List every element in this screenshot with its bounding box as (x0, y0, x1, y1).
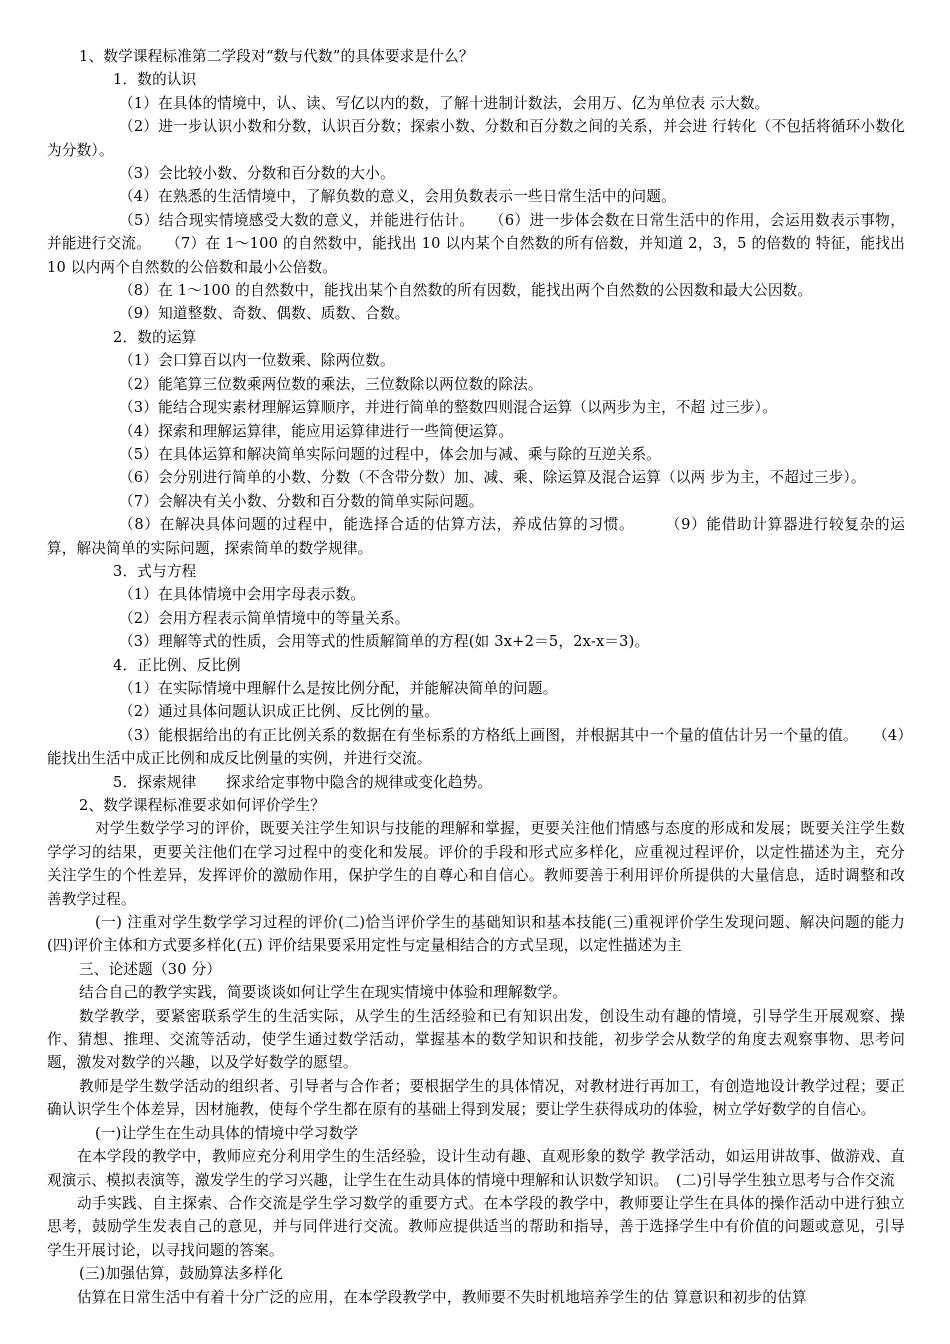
section-heading-proportion: 4．正比例、反比例 (113, 656, 241, 674)
item-text: （3）会比较小数、分数和百分数的大小。 (119, 165, 395, 183)
paragraph: 动手实践、自主探索、合作交流是学生学习数学的重要方式。在本学段的教学中，教师要让学生在具体的操作活动中进行独立思考，鼓励学生发表自己的意见，并与同伴进行交流。教师应提供适当的帮助和指导，善于选择学生中有价值的问题或意见，引导学生开展讨论，以寻找问题的答案。 (47, 1194, 905, 1259)
section-heading-number-recognition: 1．数的认识 (113, 71, 197, 89)
item-text: （2）通过具体问题认识成正比例、反比例的量。 (119, 703, 440, 721)
item-text: （8）在 1～100 的自然数中，能找出某个自然数的所有因数，能找出两个自然数的公因数和最大公因数。 (119, 282, 813, 300)
item-text: （4）探索和理解运算律，能应用运算律进行一些简便运算。 (119, 422, 514, 440)
item-text: （3）能根据给出的有正比例关系的数据在有坐标系的方格纸上画图，并根据其中一个量的值估计另一个量的值。 （4）能找出生活中成正比例和成反比例量的实例，并进行交流。 (47, 726, 905, 768)
paragraph: 教师是学生数学活动的组织者、引导者与合作者；要根据学生的具体情况，对教材进行再加工，有创造地设计教学过程；要正确认识学生个体差异，因材施教，使每个学生都在原有的基础上得到发展；要让学生获得成功的体验，树立学好数学的自信心。 (47, 1077, 905, 1119)
section-heading-patterns: 5．探索规律 探求给定事物中隐含的规律或变化趋势。 (113, 773, 493, 791)
item-text: （7）会解决有关小数、分数和百分数的简单实际问题。 (119, 492, 484, 510)
paragraph: 估算在日常生活中有着十分广泛的应用，在本学段教学中，教师要不失时机地培养学生的估 算意识和初步的估算 (77, 1288, 807, 1306)
section-heading-operations: 2．数的运算 (113, 328, 197, 346)
subheading: (一)让学生在生动具体的情境中学习数学 (95, 1124, 359, 1142)
subheading: (三)加强估算，鼓励算法多样化 (79, 1265, 284, 1283)
paragraph: 数学教学，要紧密联系学生的生活实际，从学生的生活经验和已有知识出发，创设生动有趣的情境，引导学生开展观察、操作、猜想、推理、交流等活动，使学生通过数学活动，掌握基本的数学知识和技能，初步学会从数学的角度去观察事物、思考问题，激发对数学的兴趣，以及学好数学的愿望。 (47, 1007, 905, 1072)
paragraph: 在本学段的教学中，教师应充分利用学生的生活经验，设计生动有趣、直观形象的数学 教学活动，如运用讲故事、做游戏、直观演示、模拟表演等，激发学生的学习兴趣，让学生在生动具体的情境中理解和认识数学知识。 (二)引导学生独立思考与合作交流 (47, 1148, 905, 1189)
item-text: （2）能笔算三位数乘两位数的乘法，三位数除以两位数的除法。 (119, 375, 543, 393)
item-text: （1）在具体情境中会用字母表示数。 (119, 586, 366, 604)
item-text: （3）能结合现实素材理解运算顺序，并进行简单的整数四则混合运算（以两步为主，不超 过三步）。 (119, 399, 777, 417)
item-text: （5）结合现实情境感受大数的意义，并能进行估计。 （6）进一步体会数在日常生活中的作用，会运用数表示事物，并能进行交流。 （7）在 1～100 的自然数中，能找出 10 以内某个自然数的所有倍数，并知道 2，3，5 的倍数的 特征，能找出 10 以内两个自然数的公倍数和最小公倍数。 (47, 211, 905, 276)
part-3-heading: 三、论述题（30 分） (79, 960, 222, 978)
item-text: （9）知道整数、奇数、偶数、质数、合数。 (119, 305, 410, 323)
item-text: （2）进一步认识小数和分数，认识百分数；探索小数、分数和百分数之间的关系，并会进 行转化（不包括将循环小数化为分数）。 (47, 118, 905, 159)
item-text: （6）会分别进行简单的小数、分数（不含带分数）加、减、乘、除运算及混合运算（以两 步为主，不超过三步）。 (119, 469, 866, 487)
item-text: （1）在实际情境中理解什么是按比例分配，并能解决简单的问题。 (119, 679, 558, 697)
item-text: （1）在具体的情境中，认、读、写亿以内的数，了解十进制计数法，会用万、亿为单位表 示大数。 (119, 94, 770, 112)
section-heading-equations: 3．式与方程 (113, 562, 197, 580)
item-text: （4）在熟悉的生活情境中，了解负数的意义，会用负数表示一些日常生活中的问题。 (119, 188, 676, 206)
question-2-heading: 2、数学课程标准要求如何评价学生？ (79, 797, 326, 814)
question-1-heading: 1、数学课程标准第二学段对“数与代数”的具体要求是什么？ (79, 48, 474, 65)
item-text: （1）会口算百以内一位数乘、除两位数。 (119, 352, 395, 370)
paragraph: (一) 注重对学生数学学习过程的评价(二)恰当评价学生的基础知识和基本技能(三)重视评价学生发现问题、解决问题的能力 (四)评价主体和方式要多样化(五) 评价结果要采用定性与定量相结合的方式呈现，以定性描述为主 (47, 914, 905, 955)
item-text: （2）会用方程表示简单情境中的等量关系。 (119, 609, 410, 627)
item-text: （8）在解决具体问题的过程中，能选择合适的估算方法，养成估算的习惯。 （9）能借助计算器进行较复杂的运算，解决简单的实际问题，探索简单的数学规律。 (47, 516, 905, 557)
essay-prompt: 结合自己的教学实践，简要谈谈如何让学生在现实情境中体验和理解数学。 (79, 984, 568, 1002)
paragraph: 对学生数学学习的评价，既要关注学生知识与技能的理解和掌握，更要关注他们情感与态度的形成和发展；既要关注学生数学学习的结果，更要关注他们在学习过程中的变化和发展。评价的手段和形式应多样化，应重视过程评价，以定性描述为主，充分关注学生的个性差异，发挥评价的激励作用，保护学生的自尊心和自信心。教师要善于利用评价所提供的大量信息，适时调整和改善教学过程。 (47, 820, 905, 908)
item-text: （3）理解等式的性质，会用等式的性质解简单的方程(如 3x+2＝5，2x-x＝3)。 (119, 633, 650, 651)
item-text: （5）在具体运算和解决简单实际问题的过程中，体会加与减、乘与除的互逆关系。 (119, 445, 662, 463)
